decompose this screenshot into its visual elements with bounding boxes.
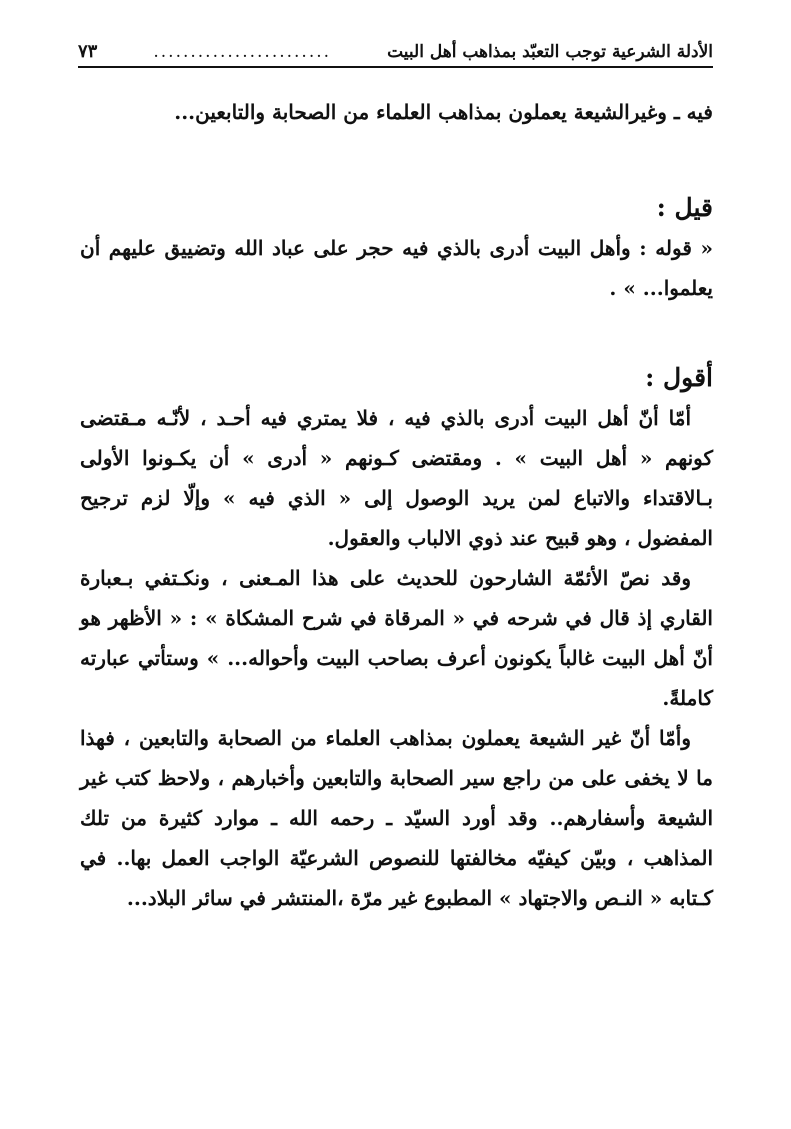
running-header [78,34,713,68]
spacer [80,132,713,188]
body-paragraph-3: وأمّا أنّ غير الشيعة يعملون بمذاهب العلماء من الصحابة والتابعين ، فهذا ما لا يخفى على من راجع سير الصحابة والتابعين وأخبارهم ، ولاحظ كتب غير الشيعة وأسفارهم.. وقد أورد السيّد ـ رحمه الله ـ موارد كثيرة من تلك المذاهب ، وبيّن كيفيّه مخالفتها للنصوص الشرعيّة الواجب العمل بها.. في كـتابه « النـص والاجتهاد » المطبوع غير مرّة ،المنتشر في سائر البلاد... [80,726,713,910]
body-paragraph-2: وقد نصّ الأئمّة الشارحون للحديث على هذا المـعنى ، ونكـتفي بـعبارة القاري إذ قال في شرحه في « المرقاة في شرح المشكاة » : « الأظهر هو أنّ أهل البيت غالباً يكونون أعرف بصاحب البيت وأحواله... » وستأتي عبارته كاملةً. [80,566,713,710]
heading-qil: قيل : [656,193,713,222]
intro-line: فيه ـ وغيرالشيعة يعملون بمذاهب العلماء من الصحابة والتابعين... [174,100,713,124]
heading-aqul: أقول : [645,363,713,392]
header-leader-dots: ........................ [153,42,332,62]
body-paragraph-1: أمّا أنّ أهل البيت أدرى بالذي فيه ، فلا يمتري فيه أحـد ، لأنّـه مـقتضى كونهم « أهل البيت » . ومقتضى كـونهم « أدرى » أن يكـونوا الأولى بـالاقتداء والاتباع لمن يريد الوصول إلى « الذي فيه » وإلّا لزم ترجيح المفضول ، وهو قبيح عند ذوي الالباب والعقول. [80,406,713,550]
spacer [80,308,713,358]
quote-paragraph: « قوله : وأهل البيت أدرى بالذي فيه حجر على عباد الله وتضييق عليهم أن يعلموا... » . [80,236,713,300]
page-body [80,92,713,918]
page-number: ٧٣ [78,41,98,62]
running-header-title: الأدلة الشرعية توجب التعبّد بمذاهب أهل البيت [387,42,713,62]
